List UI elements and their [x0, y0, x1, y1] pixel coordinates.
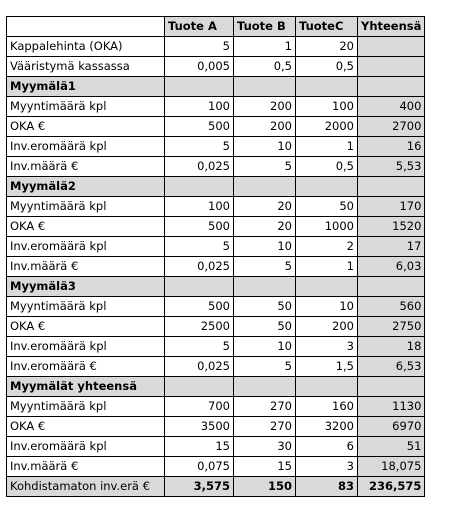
spreadsheet-table: [6, 16, 425, 497]
cell-yhteensa[interactable]: [358, 57, 425, 77]
row-label-cell[interactable]: Myyntimäärä kpl: [7, 197, 165, 217]
cell-tuote-b[interactable]: 10: [234, 337, 296, 357]
table-row: [7, 137, 425, 157]
section-empty-cell[interactable]: [234, 377, 296, 397]
cell-tuote-b[interactable]: 50: [234, 297, 296, 317]
cell-tuote-b[interactable]: 200: [234, 97, 296, 117]
cell-tuote-a[interactable]: 0,025: [165, 357, 234, 377]
header-row: [7, 17, 425, 37]
row-label-cell[interactable]: Inv.eromäärä kpl: [7, 137, 165, 157]
cell-tuote-c[interactable]: 0,5: [296, 157, 358, 177]
final-total-row: [7, 477, 425, 497]
table-row: [7, 437, 425, 457]
table-row: [7, 317, 425, 337]
table-row: [7, 57, 425, 77]
cell-tuote-a[interactable]: 5: [165, 337, 234, 357]
cell-yhteensa[interactable]: 1130: [358, 397, 425, 417]
cell-tuote-b[interactable]: 10: [234, 137, 296, 157]
row-label-cell[interactable]: Inv.eromäärä kpl: [7, 437, 165, 457]
table-row: [7, 157, 425, 177]
table-row: [7, 217, 425, 237]
section-empty-cell[interactable]: [165, 377, 234, 397]
section-empty-cell[interactable]: [296, 177, 358, 197]
cell-tuote-a[interactable]: 2500: [165, 317, 234, 337]
cell-yhteensa[interactable]: 6970: [358, 417, 425, 437]
row-label-cell[interactable]: Kappalehinta (OKA): [7, 37, 165, 57]
row-label-cell[interactable]: Vääristymä kassassa: [7, 57, 165, 77]
cell-tuote-c[interactable]: 10: [296, 297, 358, 317]
cell-yhteensa[interactable]: 2700: [358, 117, 425, 137]
row-label-cell[interactable]: Inv.määrä €: [7, 157, 165, 177]
row-label-cell[interactable]: OKA €: [7, 117, 165, 137]
cell-tuote-a[interactable]: 0,075: [165, 457, 234, 477]
cell-tuote-a[interactable]: 500: [165, 297, 234, 317]
cell-tuote-a[interactable]: 5: [165, 137, 234, 157]
section-row: [7, 377, 425, 397]
cell-tuote-c[interactable]: 1000: [296, 217, 358, 237]
cell-tuote-c[interactable]: 200: [296, 317, 358, 337]
section-empty-cell[interactable]: [358, 277, 425, 297]
header-cell-tuote-a[interactable]: Tuote A: [165, 17, 234, 37]
row-label-cell[interactable]: Inv.eromäärä €: [7, 357, 165, 377]
section-empty-cell[interactable]: [358, 77, 425, 97]
table-row: [7, 197, 425, 217]
cell-tuote-c[interactable]: 1: [296, 137, 358, 157]
row-label-cell[interactable]: Myyntimäärä kpl: [7, 397, 165, 417]
cell-tuote-a[interactable]: 3500: [165, 417, 234, 437]
cell-tuote-c[interactable]: 160: [296, 397, 358, 417]
cell-yhteensa[interactable]: [358, 37, 425, 57]
cell-tuote-a[interactable]: 700: [165, 397, 234, 417]
cell-yhteensa[interactable]: 5,53: [358, 157, 425, 177]
section-label-cell[interactable]: Myymälät yhteensä: [7, 377, 165, 397]
section-empty-cell[interactable]: [296, 277, 358, 297]
section-empty-cell[interactable]: [165, 277, 234, 297]
table-row: [7, 457, 425, 477]
section-row: [7, 77, 425, 97]
cell-tuote-b[interactable]: 270: [234, 417, 296, 437]
cell-tuote-b[interactable]: 150: [234, 477, 296, 497]
cell-yhteensa[interactable]: 2750: [358, 317, 425, 337]
cell-tuote-a[interactable]: 500: [165, 117, 234, 137]
cell-tuote-b[interactable]: 15: [234, 457, 296, 477]
row-label-cell[interactable]: Inv.eromäärä kpl: [7, 237, 165, 257]
cell-tuote-a[interactable]: 100: [165, 97, 234, 117]
cell-tuote-c[interactable]: 1,5: [296, 357, 358, 377]
table-row: [7, 257, 425, 277]
cell-tuote-c[interactable]: 20: [296, 37, 358, 57]
cell-tuote-a[interactable]: 5: [165, 37, 234, 57]
section-empty-cell[interactable]: [358, 377, 425, 397]
cell-tuote-c[interactable]: 100: [296, 97, 358, 117]
cell-tuote-b[interactable]: 20: [234, 197, 296, 217]
cell-tuote-c[interactable]: 3200: [296, 417, 358, 437]
cell-yhteensa[interactable]: 6,53: [358, 357, 425, 377]
cell-tuote-c[interactable]: 1: [296, 257, 358, 277]
cell-tuote-b[interactable]: 0,5: [234, 57, 296, 77]
section-label-cell[interactable]: Myymälä1: [7, 77, 165, 97]
cell-tuote-b[interactable]: 5: [234, 157, 296, 177]
cell-tuote-c[interactable]: 83: [296, 477, 358, 497]
row-label-cell[interactable]: Myyntimäärä kpl: [7, 297, 165, 317]
section-row: [7, 277, 425, 297]
section-empty-cell[interactable]: [234, 177, 296, 197]
cell-tuote-c[interactable]: 6: [296, 437, 358, 457]
section-empty-cell[interactable]: [296, 77, 358, 97]
header-cell-yhteensa[interactable]: Yhteensä: [358, 17, 425, 37]
row-label-cell[interactable]: OKA €: [7, 217, 165, 237]
table-row: [7, 97, 425, 117]
cell-tuote-a[interactable]: 15: [165, 437, 234, 457]
cell-tuote-c[interactable]: 0,5: [296, 57, 358, 77]
table-row: [7, 357, 425, 377]
cell-yhteensa[interactable]: 18,075: [358, 457, 425, 477]
header-cell-tuote-b[interactable]: Tuote B: [234, 17, 296, 37]
cell-tuote-b[interactable]: 5: [234, 257, 296, 277]
row-label-cell[interactable]: Kohdistamaton inv.erä €: [7, 477, 165, 497]
cell-tuote-a[interactable]: 0,005: [165, 57, 234, 77]
cell-tuote-b[interactable]: 1: [234, 37, 296, 57]
cell-yhteensa[interactable]: 6,03: [358, 257, 425, 277]
row-label-cell[interactable]: Myyntimäärä kpl: [7, 97, 165, 117]
row-label-cell[interactable]: OKA €: [7, 417, 165, 437]
cell-tuote-b[interactable]: 20: [234, 217, 296, 237]
header-cell-tuote-c[interactable]: TuoteC: [296, 17, 358, 37]
section-row: [7, 177, 425, 197]
cell-tuote-b[interactable]: 200: [234, 117, 296, 137]
header-cell-corner[interactable]: [7, 17, 165, 37]
table-row: [7, 337, 425, 357]
section-empty-cell[interactable]: [358, 177, 425, 197]
cell-tuote-a[interactable]: 500: [165, 217, 234, 237]
row-label-cell[interactable]: Inv.eromäärä kpl: [7, 337, 165, 357]
cell-tuote-a[interactable]: 100: [165, 197, 234, 217]
cell-yhteensa[interactable]: 170: [358, 197, 425, 217]
cell-yhteensa[interactable]: 400: [358, 97, 425, 117]
section-label-cell[interactable]: Myymälä3: [7, 277, 165, 297]
cell-tuote-b[interactable]: 30: [234, 437, 296, 457]
section-empty-cell[interactable]: [165, 177, 234, 197]
row-label-cell[interactable]: OKA €: [7, 317, 165, 337]
cell-tuote-b[interactable]: 10: [234, 237, 296, 257]
cell-yhteensa[interactable]: 16: [358, 137, 425, 157]
cell-tuote-b[interactable]: 270: [234, 397, 296, 417]
section-empty-cell[interactable]: [234, 277, 296, 297]
section-empty-cell[interactable]: [234, 77, 296, 97]
cell-tuote-c[interactable]: 2000: [296, 117, 358, 137]
section-empty-cell[interactable]: [165, 77, 234, 97]
row-label-cell[interactable]: Inv.määrä €: [7, 257, 165, 277]
cell-tuote-a[interactable]: 0,025: [165, 157, 234, 177]
cell-yhteensa[interactable]: 17: [358, 237, 425, 257]
cell-yhteensa[interactable]: 236,575: [358, 477, 425, 497]
cell-yhteensa[interactable]: 560: [358, 297, 425, 317]
cell-tuote-c[interactable]: 50: [296, 197, 358, 217]
cell-tuote-c[interactable]: 2: [296, 237, 358, 257]
section-empty-cell[interactable]: [296, 377, 358, 397]
cell-yhteensa[interactable]: 1520: [358, 217, 425, 237]
cell-tuote-c[interactable]: 3: [296, 337, 358, 357]
cell-tuote-b[interactable]: 5: [234, 357, 296, 377]
cell-tuote-a[interactable]: 5: [165, 237, 234, 257]
cell-yhteensa[interactable]: 51: [358, 437, 425, 457]
cell-yhteensa[interactable]: 18: [358, 337, 425, 357]
row-label-cell[interactable]: Inv.määrä €: [7, 457, 165, 477]
cell-tuote-a[interactable]: 0,025: [165, 257, 234, 277]
table-row: [7, 117, 425, 137]
cell-tuote-c[interactable]: 3: [296, 457, 358, 477]
cell-tuote-b[interactable]: 50: [234, 317, 296, 337]
table-row: [7, 297, 425, 317]
spreadsheet-body: [7, 17, 425, 497]
table-row: [7, 397, 425, 417]
cell-tuote-a[interactable]: 3,575: [165, 477, 234, 497]
table-row: [7, 37, 425, 57]
section-label-cell[interactable]: Myymälä2: [7, 177, 165, 197]
table-row: [7, 237, 425, 257]
table-row: [7, 417, 425, 437]
